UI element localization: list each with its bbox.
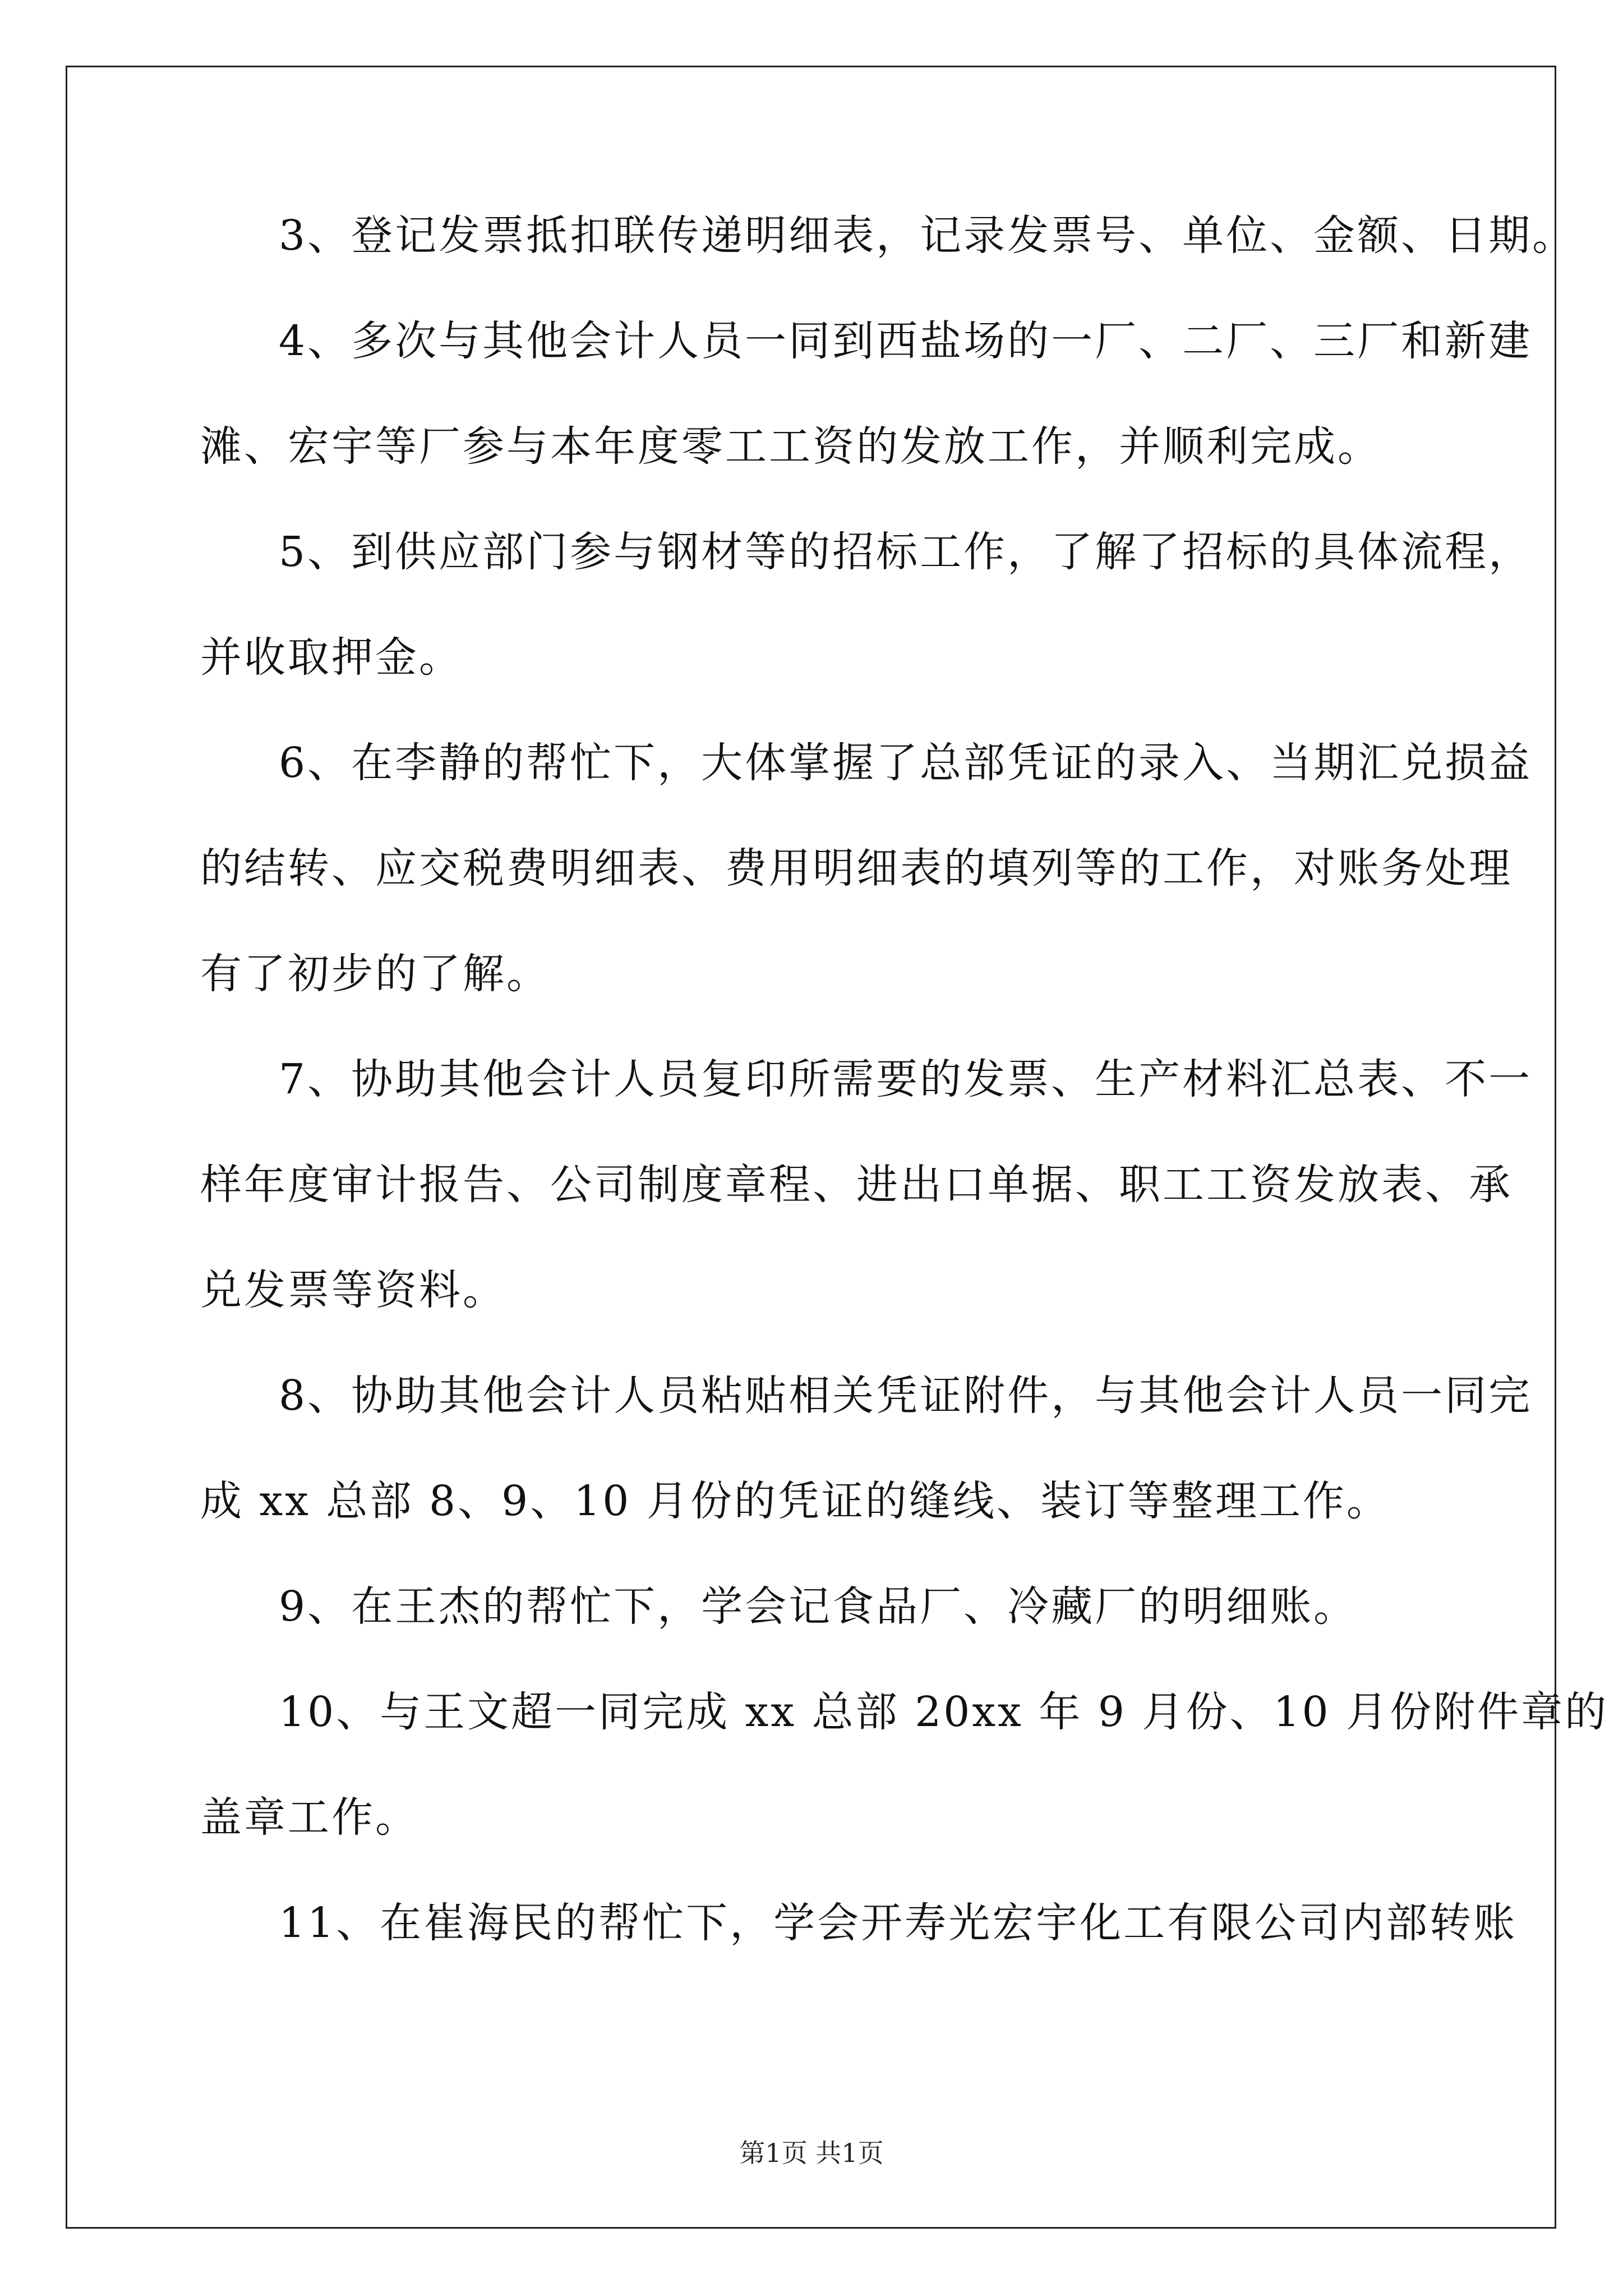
paragraph-6-line-3: 有了初步的了解。 bbox=[200, 950, 550, 998]
paragraph-10-line-2: 盖章工作。 bbox=[200, 1793, 419, 1842]
paragraph-10-line-1: 10、与王文超一同完成 xx 总部 20xx 年 9 月份、10 月份附件章的 bbox=[279, 1688, 1609, 1736]
paragraph-11-line-1: 11、在崔海民的帮忙下，学会开寿光宏宇化工有限公司内部转账 bbox=[279, 1899, 1518, 1947]
paragraph-7-line-2: 样年度审计报告、公司制度章程、进出口单据、职工工资发放表、承 bbox=[200, 1161, 1513, 1209]
paragraph-9-line-1: 9、在王杰的帮忙下，学会记食品厂、冷藏厂的明细账。 bbox=[279, 1582, 1358, 1631]
page-number-footer: 第1页 共1页 bbox=[739, 2138, 884, 2168]
paragraph-5-line-1: 5、到供应部门参与钢材等的招标工作，了解了招标的具体流程， bbox=[279, 528, 1533, 576]
paragraph-3-line-1: 3、登记发票抵扣联传递明细表，记录发票号、单位、金额、日期。 bbox=[279, 211, 1576, 260]
paragraph-8-line-2: 成 xx 总部 8、9、10 月份的凭证的缝线、装订等整理工作。 bbox=[200, 1477, 1390, 1525]
paragraph-4-line-2: 滩、宏宇等厂参与本年度零工工资的发放工作，并顺利完成。 bbox=[200, 422, 1381, 471]
paragraph-6-line-1: 6、在李静的帮忙下，大体掌握了总部凭证的录入、当期汇兑损益 bbox=[279, 739, 1533, 787]
paragraph-7-line-1: 7、协助其他会计人员复印所需要的发票、生产材料汇总表、不一 bbox=[279, 1055, 1533, 1103]
paragraph-8-line-1: 8、协助其他会计人员粘贴相关凭证附件，与其他会计人员一同完 bbox=[279, 1372, 1533, 1420]
paragraph-7-line-3: 兑发票等资料。 bbox=[200, 1266, 506, 1314]
paragraph-6-line-2: 的结转、应交税费明细表、费用明细表的填列等的工作，对账务处理 bbox=[200, 844, 1513, 892]
paragraph-5-line-2: 并收取押金。 bbox=[200, 633, 463, 682]
paragraph-4-line-1: 4、多次与其他会计人员一同到西盐场的一厂、二厂、三厂和新建 bbox=[279, 317, 1533, 365]
